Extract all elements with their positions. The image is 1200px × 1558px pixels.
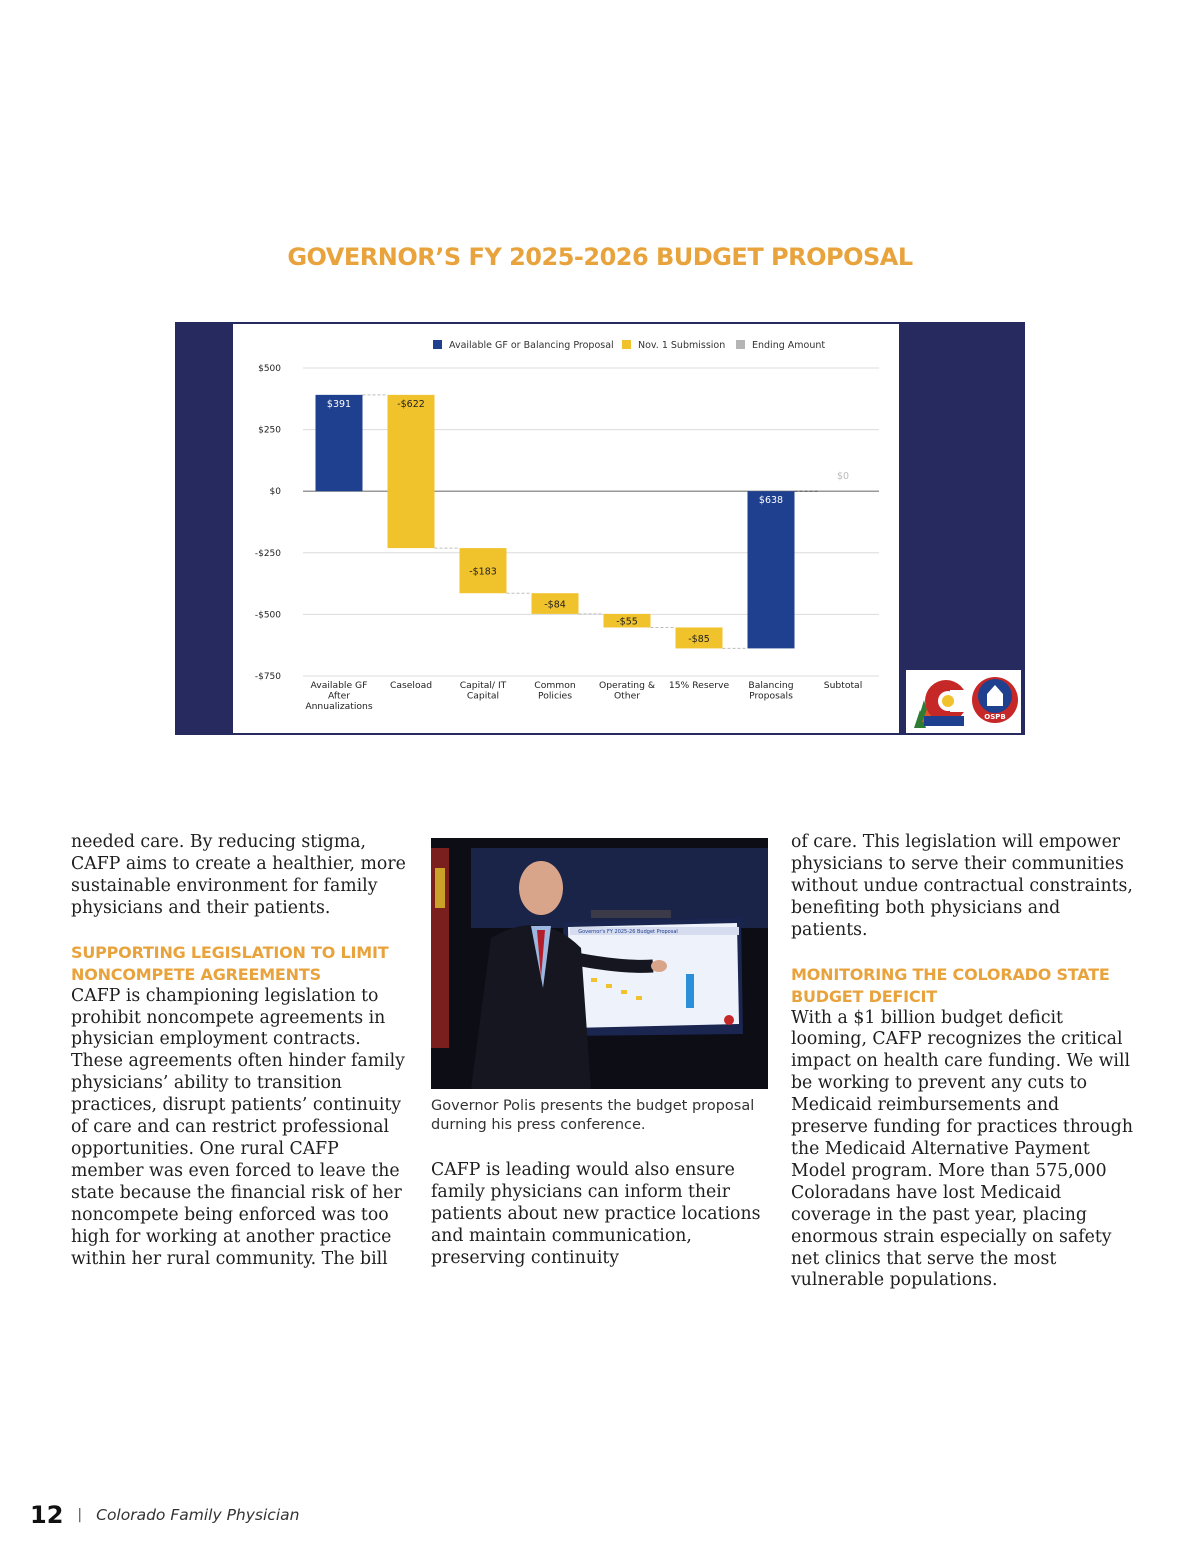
data-label: -$622 xyxy=(397,398,425,410)
legend-swatch xyxy=(622,340,631,349)
data-label: $391 xyxy=(326,398,352,410)
colorado-c-logo-icon xyxy=(914,680,970,728)
footer-separator: | xyxy=(77,1507,83,1523)
column-right xyxy=(791,832,1136,1292)
category-label: Caseload xyxy=(389,680,433,691)
logos-box xyxy=(906,670,1021,733)
col2-body: CAFP is leading would also ensure family physicians can inform their patients about new practice locations and maintain communication, preserving continuity xyxy=(431,1160,761,1268)
category-label: Other xyxy=(613,690,641,702)
colorado-logos xyxy=(906,670,1021,733)
data-label: $638 xyxy=(758,495,784,507)
y-tick-label: $250 xyxy=(258,425,281,436)
data-label: -$55 xyxy=(616,616,638,628)
waterfall-bar xyxy=(388,395,435,548)
budget-chart-frame xyxy=(175,322,1025,735)
svg-text:OSPB: OSPB xyxy=(984,713,1006,721)
data-label: -$85 xyxy=(688,633,710,645)
waterfall-bar xyxy=(748,491,795,648)
page-number: 12 xyxy=(30,1501,64,1529)
y-tick-label: -$500 xyxy=(254,610,281,621)
category-label: Annualizations xyxy=(305,701,373,712)
y-tick-label: -$750 xyxy=(254,672,281,682)
category-label: Available GF xyxy=(310,680,368,691)
category-label: Common xyxy=(534,680,576,691)
legend-swatch xyxy=(736,340,745,349)
chart-svg xyxy=(233,324,899,733)
category-label: 15% Reserve xyxy=(668,680,730,691)
y-tick-label: $0 xyxy=(269,487,281,498)
photo-caption: Governor Polis presents the budget proposal durning his press conference. xyxy=(431,1098,755,1133)
col3-intro: of care. This legislation will empower physicians to serve their communities without undue contractual constraints, benefiting both physicians and patients. xyxy=(791,832,1133,940)
legend-swatch xyxy=(433,340,442,349)
category-label: Policies xyxy=(538,690,572,702)
data-label: -$183 xyxy=(469,566,497,578)
budget-waterfall-chart xyxy=(233,324,899,733)
budget-deficit-heading: MONITORING THE COLORADO STATE BUDGET DEFICIT xyxy=(791,964,1110,1006)
ospb-logo-icon xyxy=(972,677,1018,723)
category-label: Subtotal xyxy=(823,680,863,691)
photo-illustration xyxy=(431,838,768,1089)
category-label: Proposals xyxy=(749,690,793,702)
publication-name: Colorado Family Physician xyxy=(96,1506,300,1524)
category-label: Capital/ IT xyxy=(459,680,507,691)
press-conference-photo xyxy=(431,838,768,1089)
category-label: Balancing xyxy=(748,680,794,691)
category-label: Operating & xyxy=(598,680,656,691)
y-tick-label: -$250 xyxy=(254,548,281,559)
legend-label: Nov. 1 Submission xyxy=(638,340,726,351)
page-footer xyxy=(30,1499,299,1531)
col1-intro: needed care. By reducing stigma, CAFP aims to create a healthier, more sustainable environment for family physicians and their patients. xyxy=(71,832,406,918)
svg-text:Governor's FY 2025-26 Budget P: Governor's FY 2025-26 Budget Proposal xyxy=(578,929,678,935)
col1-body: CAFP is championing legislation to prohibit noncompete agreements in physician employment contracts. These agreements often hinder family physicians’ ability to transition practices, disrupt patients’ continuity of care and can restrict professional opportunities. One rural CAFP member was even forced to leave the state because the financial risk of her noncompete being enforced was too high for working at another practice within her rural community. The bill xyxy=(71,985,405,1269)
column-left xyxy=(71,832,416,1270)
noncompete-heading: SUPPORTING LEGISLATION TO LIMIT NONCOMPETE AGREEMENTS xyxy=(71,942,389,984)
legend-label: Ending Amount xyxy=(752,340,826,351)
data-label: -$84 xyxy=(544,599,566,611)
data-label: $0 xyxy=(836,471,850,483)
category-label: Capital xyxy=(466,690,500,702)
category-label: After xyxy=(327,690,351,702)
legend-label: Available GF or Balancing Proposal xyxy=(449,340,614,351)
section-title: GOVERNOR’S FY 2025-2026 BUDGET PROPOSAL xyxy=(287,243,913,271)
y-tick-label: $500 xyxy=(258,364,281,374)
col3-body: With a $1 billion budget deficit looming, CAFP recognizes the critical impact on health care funding. We will be working to prevent any cuts to Medicaid reimbursements and preserve funding for practices through the Medicaid Alternative Payment Model program. More than 575,000 Coloradans have lost Medicaid coverage in the past year, placing enormous strain especially on safety net clinics that serve the most vulnerable populations. xyxy=(791,1007,1133,1291)
